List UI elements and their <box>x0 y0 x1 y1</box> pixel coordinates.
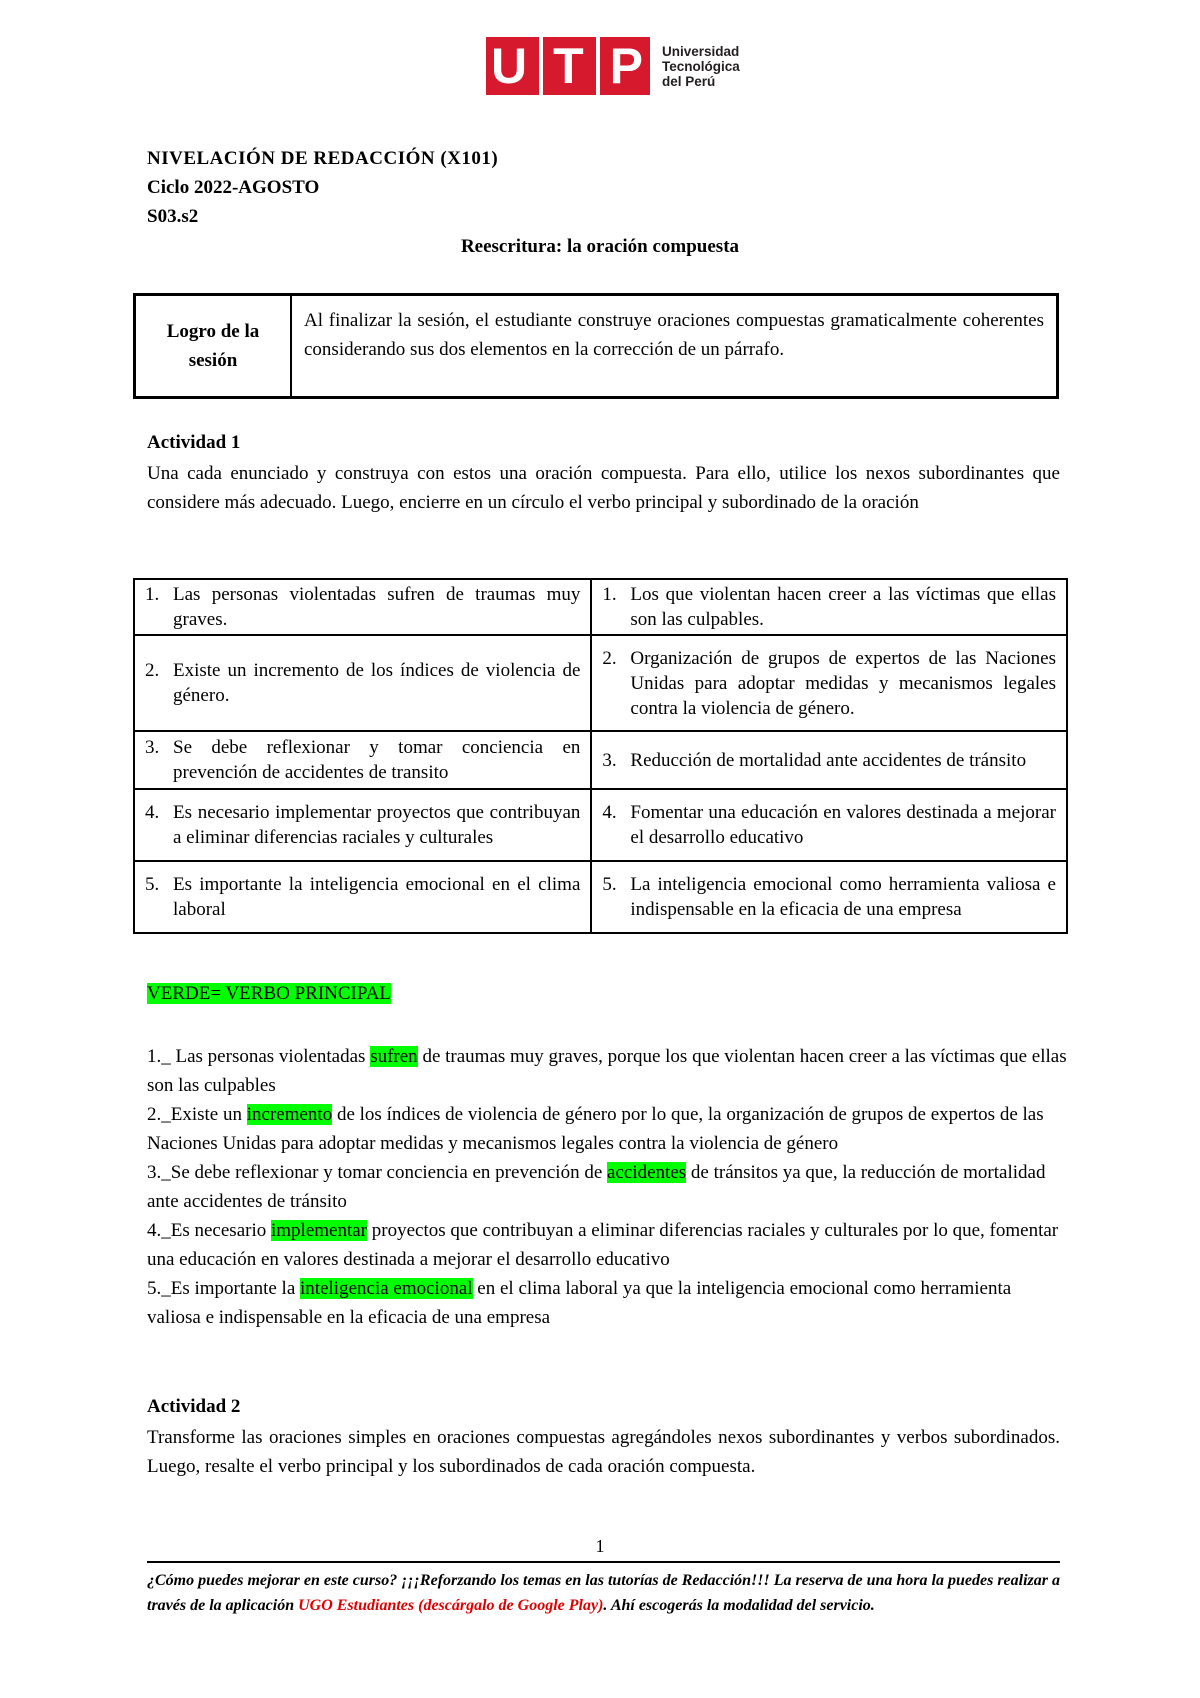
activity-2-instructions: Transforme las oraciones simples en oraciones compuestas agregándoles nexos subordinantes y verbos subordinados. Luego, resalte el verbo principal y los subordinados de cada oración compuesta. <box>147 1427 1060 1477</box>
logo-university-name: Universidad Tecnológica del Perú <box>662 43 740 89</box>
logo-letter-t: T <box>553 38 586 94</box>
answer-item: 2._Existe un incremento de los índices de violencia de género por lo que, la organización de grupos de expertos de las Naciones Unidas para adoptar medidas y mecanismos legales contra la violencia de género <box>147 1104 1044 1154</box>
answer-item: 1._ Las personas violentadas sufren de traumas muy graves, porque los que violentan hacen creer a las víctimas que ellas son las culpables <box>147 1046 1067 1096</box>
sentences-table <box>133 578 1068 934</box>
logo-letters <box>486 37 650 95</box>
legend-label: VERDE= VERBO PRINCIPAL <box>147 983 392 1004</box>
answers-list <box>147 1042 1067 1332</box>
main-verb-highlight: incremento <box>246 1104 333 1125</box>
table-cell-right: 5. La inteligencia emocional como herramienta valiosa e indispensable en la eficacia de una empresa <box>591 861 1067 933</box>
logo-letter-u: U <box>490 38 530 94</box>
table-cell-right: 1. Los que violentan hacen creer a las víctimas que ellas son las culpables. <box>591 579 1067 635</box>
table-row <box>134 731 1067 789</box>
footer-note: ¿Cómo puedes mejorar en este curso? ¡¡¡Reforzando los temas en las tutorías de Redacción!!! La reserva de una hora la puedes realizar a través de la aplicación UGO Estudiantes (descárgalo de Google Play). Ahí escogerás la modalidad del servicio. <box>147 1572 1060 1614</box>
table-row <box>134 579 1067 635</box>
main-verb-highlight: inteligencia emocional <box>300 1278 473 1299</box>
cycle-label: Ciclo 2022-AGOSTO <box>147 177 320 198</box>
table-row <box>134 635 1067 731</box>
logo-letter-p: P <box>609 38 645 94</box>
table-cell-right: 4. Fomentar una educación en valores destinada a mejorar el desarrollo educativo <box>591 789 1067 861</box>
footer-divider <box>147 1561 1060 1563</box>
answer-item: 4._Es necesario implementar proyectos que contribuyan a eliminar diferencias raciales y culturales por lo que, fomentar una educación en valores destinada a mejorar el desarrollo educativo <box>147 1220 1059 1270</box>
table-cell-right: 2. Organización de grupos de expertos de las Naciones Unidas para adoptar medidas y mecanismos legales contra la violencia de género. <box>591 635 1067 731</box>
utp-logo <box>486 37 740 95</box>
table-cell-right: 3. Reducción de mortalidad ante accidentes de tránsito <box>591 731 1067 789</box>
activity-2-title: Actividad 2 <box>147 1396 241 1417</box>
table-row <box>134 861 1067 933</box>
main-verb-highlight: sufren <box>370 1046 418 1067</box>
table-row <box>134 789 1067 861</box>
answer-item: 3._Se debe reflexionar y tomar conciencia en prevención de accidentes de tránsitos ya que, la reducción de mortalidad ante accidentes de tránsito <box>147 1162 1046 1212</box>
main-verb-highlight: implementar <box>270 1220 368 1241</box>
logro-text: Al finalizar la sesión, el estudiante construye oraciones compuestas gramaticalmente coherentes considerando sus dos elementos en la corrección de un párrafo. <box>304 310 1044 360</box>
answer-item: 5._Es importante la inteligencia emocional en el clima laboral ya que la inteligencia emocional como herramienta valiosa e indispensable en la eficacia de una empresa <box>147 1278 1012 1328</box>
main-verb-highlight: accidentes <box>607 1162 687 1183</box>
session-code: S03.s2 <box>147 206 199 227</box>
table-cell-left: 4. Es necesario implementar proyectos que contribuyan a eliminar diferencias raciales y culturales <box>134 789 591 861</box>
page-title: Reescritura: la oración compuesta <box>460 236 740 257</box>
activity-1-title: Actividad 1 <box>147 432 241 453</box>
course-title: NIVELACIÓN DE REDACCIÓN (X101) <box>147 148 499 169</box>
activity-1-instructions: Una cada enunciado y construya con estos una oración compuesta. Para ello, utilice los nexos subordinantes que considere más adecuado. Luego, encierre en un círculo el verbo principal y subordinado de la oración <box>147 463 1060 513</box>
logro-table <box>133 293 1059 399</box>
table-cell-left: 1. Las personas violentadas sufren de traumas muy graves. <box>134 579 591 635</box>
table-cell-left: 2. Existe un incremento de los índices de violencia de género. <box>134 635 591 731</box>
page-number: 1 <box>595 1536 605 1556</box>
ugo-app-link: UGO Estudiantes (descárgalo de Google Play) <box>298 1597 604 1614</box>
logro-label: Logro de la sesión <box>136 296 292 396</box>
table-cell-left: 5. Es importante la inteligencia emocional en el clima laboral <box>134 861 591 933</box>
table-cell-left: 3. Se debe reflexionar y tomar conciencia en prevención de accidentes de transito <box>134 731 591 789</box>
